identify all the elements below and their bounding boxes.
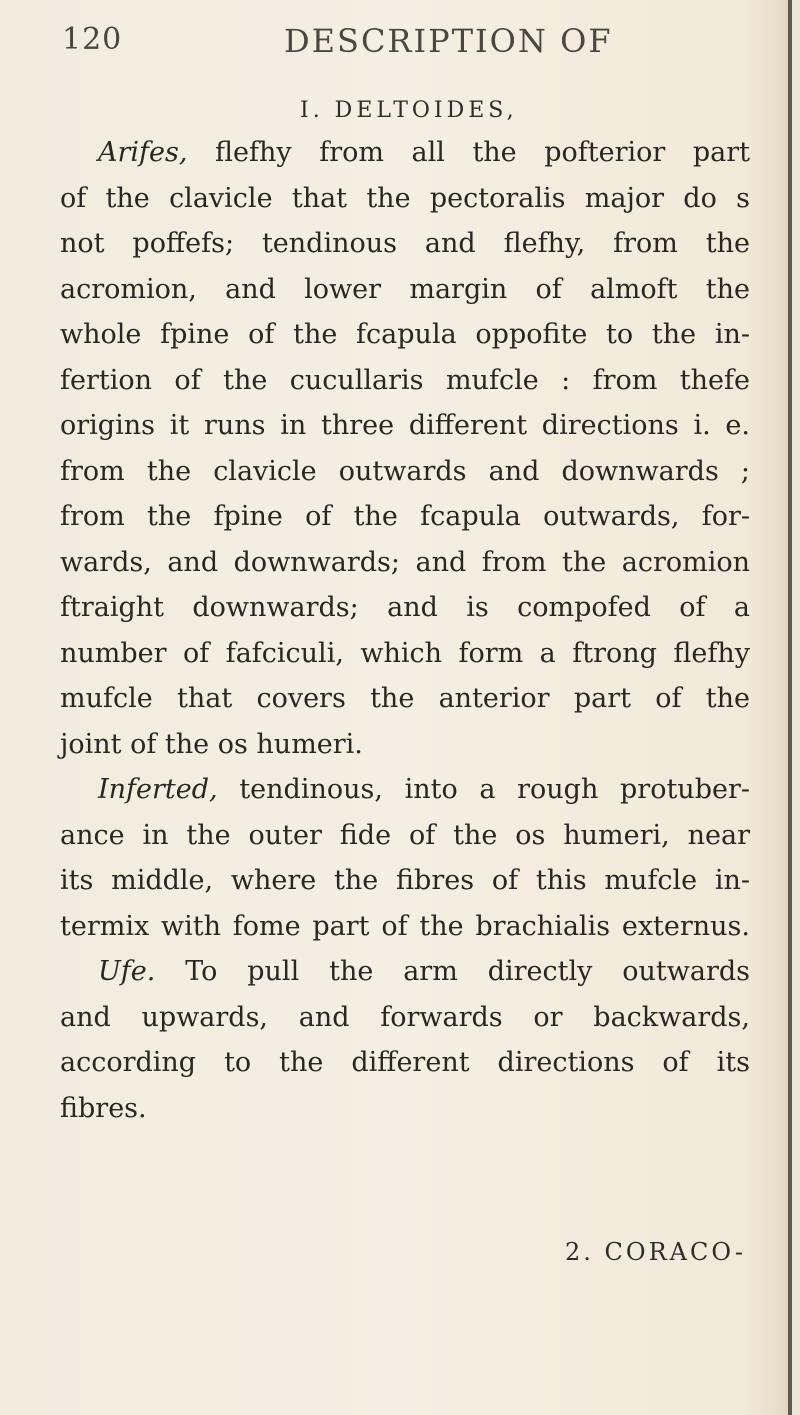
section-heading: I. DELTOIDES, xyxy=(300,98,518,123)
page-edge-shadow xyxy=(792,0,800,1415)
text-line: acromion, and lower margin of almoft the xyxy=(60,273,750,305)
text-line: termix with fome part of the brachialis externus. xyxy=(60,910,750,942)
text-line: fertion of the cucullaris mufcle : from thefe xyxy=(60,364,750,396)
text-line: from the clavicle outwards and downwards ; xyxy=(60,455,750,487)
text-line: Inferted, tendinous, into a rough protuber- xyxy=(98,774,750,805)
text-line: ftraight downwards; and is compofed of a xyxy=(60,592,750,623)
page-number: 120 xyxy=(62,22,123,57)
term-inserted: Inferted, xyxy=(98,774,218,805)
text-line: Arifes, flefhy from all the pofterior part xyxy=(98,137,750,168)
term-arises: Arifes, xyxy=(98,137,188,168)
running-title: DESCRIPTION OF xyxy=(284,22,613,60)
text-line: mufcle that covers the anterior part of the xyxy=(60,683,750,714)
text-line: fibres. xyxy=(60,1092,147,1124)
text-line: and upwards, and forwards or backwards, xyxy=(60,1001,750,1033)
running-head xyxy=(62,22,622,72)
text-line: from the fpine of the fcapula outwards, for- xyxy=(60,501,750,532)
text-line: origins it runs in three different directions i. e. xyxy=(60,410,750,441)
text-line: not poffefs; tendinous and flefhy, from the xyxy=(60,228,750,259)
catchword: 2. CORACO- xyxy=(565,1238,746,1266)
text-line: Ufe. To pull the arm directly outwards xyxy=(98,956,750,987)
page-edge-line xyxy=(788,0,792,1415)
text-line: according to the different directions of its xyxy=(60,1047,750,1078)
text-line: whole fpine of the fcapula oppofite to the in- xyxy=(60,319,750,350)
text-line: joint of the os humeri. xyxy=(60,728,363,760)
text-line: of the clavicle that the pectoralis major do s xyxy=(60,182,750,214)
body-text xyxy=(60,130,750,1131)
text-line: its middle, where the fibres of this mufcle in- xyxy=(60,865,750,896)
term-use: Ufe. xyxy=(98,956,156,987)
text-line: number of fafciculi, which form a ftrong flefhy xyxy=(60,637,750,669)
text-line: wards, and downwards; and from the acromion xyxy=(60,546,750,578)
text-line: ance in the outer fide of the os humeri, near xyxy=(60,819,750,851)
